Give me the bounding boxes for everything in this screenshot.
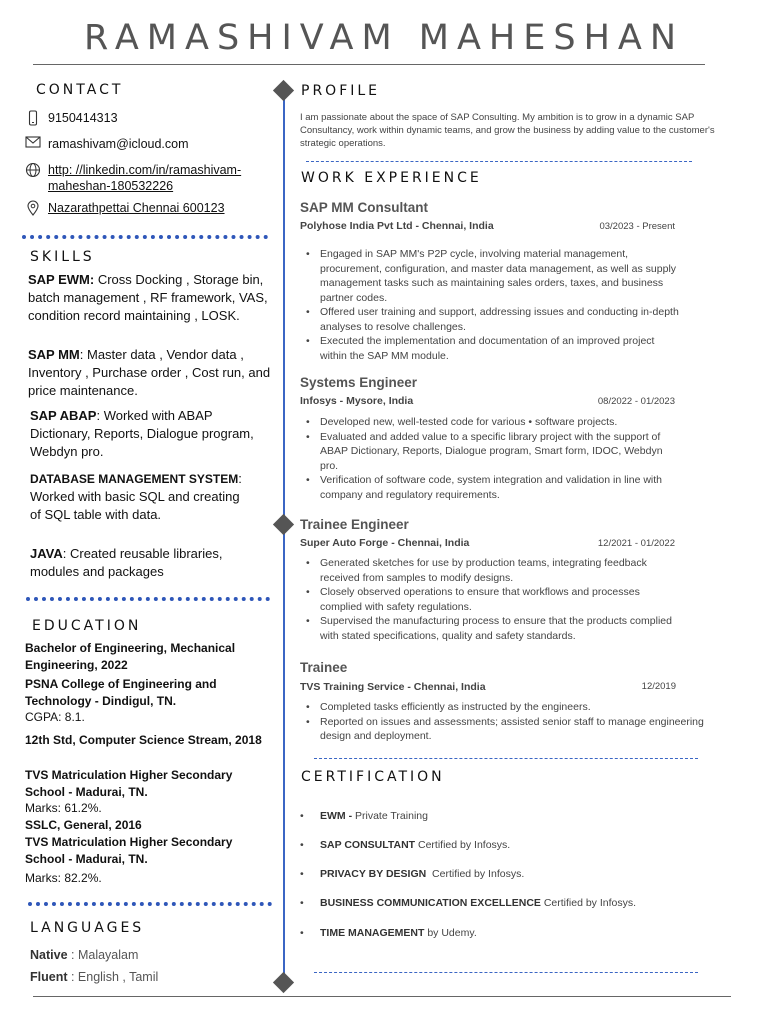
- language-value: : Malayalam: [67, 948, 139, 962]
- job-dates: 08/2022 - 01/2023: [597, 396, 675, 407]
- skill-label: DATABASE MANAGEMENT SYSTEM: [30, 472, 239, 486]
- education-score-2: Marks: 61.2%.: [25, 801, 102, 815]
- education-score-1: CGPA: 8.1.: [25, 710, 85, 724]
- location-pin-icon: [24, 200, 42, 216]
- contact-linkedin: [24, 162, 241, 194]
- linkedin-line-1: http: //linkedin.com/in/ramashivam-: [48, 163, 242, 177]
- timeline-line: [283, 92, 285, 982]
- education-degree-3: [25, 817, 275, 834]
- contact-heading: CONTACT: [36, 82, 124, 98]
- list-item: • Executed the implementation and documentation of an improved project within the SAP MM module.: [304, 334, 684, 363]
- contact-phone: [24, 110, 118, 126]
- skill-sap-mm: [28, 346, 273, 400]
- list-item: • Reported on issues and assessments; assisted senior staff to manage engineering design and deployment.: [304, 715, 704, 744]
- skill-text: : Master data , Vendor data , Inventory , Purchase order , Cost run, and price maintenance.: [28, 347, 271, 398]
- candidate-name: RAMASHIVAM MAHESHAN: [83, 18, 685, 58]
- section-divider: [26, 597, 270, 601]
- linkedin-link[interactable]: [48, 162, 241, 194]
- skill-label: JAVA: [30, 546, 63, 561]
- skill-label: SAP EWM:: [28, 272, 95, 287]
- section-divider: [306, 161, 692, 162]
- job-title: SAP MM Consultant: [300, 200, 428, 215]
- job-company: Polyhose India Pvt Ltd - Chennai, India: [300, 220, 494, 232]
- skill-text: : Worked with ABAP Dictionary, Reports, Dialogue program, Webdyn pro.: [30, 408, 254, 459]
- school-text: TVS Matriculation Higher Secondary School - Madurai, TN.: [25, 835, 233, 866]
- job-bullets: [304, 415, 676, 502]
- skill-java: [30, 545, 275, 581]
- address-text: Nazarathpettai Chennai 600123: [48, 201, 225, 215]
- section-divider: [22, 235, 268, 239]
- list-item: • Verification of software code, system integration and validation in line with company and regulatory requirements.: [304, 473, 676, 502]
- language-label: Fluent: [30, 970, 68, 984]
- job-title: Systems Engineer: [300, 375, 418, 390]
- job-dates: 03/2023 - Present: [599, 221, 675, 232]
- skill-label: SAP ABAP: [30, 408, 97, 423]
- contact-email: [24, 136, 189, 152]
- left-column: [0, 0, 283, 1024]
- certification-item: [306, 897, 636, 909]
- degree-text: 12th Std, Computer Science Stream, 2018: [25, 733, 262, 747]
- certification-heading: CERTIFICATION: [301, 769, 445, 785]
- certification-label: PRIVACY BY DESIGN: [320, 868, 427, 880]
- languages-heading: LANGUAGES: [30, 920, 145, 936]
- phone-icon: [24, 110, 42, 126]
- certification-text: Certified by Infosys.: [415, 839, 511, 851]
- mail-icon: [24, 136, 42, 152]
- skill-sap-ewm: [28, 271, 273, 325]
- language-native: [30, 948, 138, 962]
- skill-text: : Worked with basic SQL and creating of SQL table with data.: [30, 471, 242, 522]
- certification-text: Private Training: [355, 810, 428, 822]
- education-school-2: [25, 767, 275, 800]
- skill-label: SAP MM: [28, 347, 80, 362]
- education-school-1: [25, 676, 275, 709]
- certification-text: by Udemy.: [424, 927, 477, 939]
- job-company: TVS Training Service - Chennai, India: [300, 681, 486, 693]
- language-value: : English , Tamil: [67, 970, 159, 984]
- list-item: • Closely observed operations to ensure that workflows and processes complied with safety regulations.: [304, 585, 680, 614]
- right-column: [300, 0, 740, 1024]
- education-heading: EDUCATION: [32, 618, 142, 634]
- section-divider: [28, 902, 272, 906]
- list-item: • Supervised the manufacturing process to ensure that the products complied with stated specifications, quality and safety standards.: [304, 614, 680, 643]
- certification-item: [306, 839, 510, 851]
- linkedin-line-2: maheshan-180532226: [48, 179, 174, 193]
- certification-item: [306, 810, 428, 822]
- job-title: Trainee Engineer: [300, 517, 409, 532]
- certification-text: Certified by Infosys.: [426, 868, 525, 880]
- profile-heading: PROFILE: [301, 83, 381, 99]
- section-divider: [314, 972, 698, 973]
- job-bullets: [304, 247, 684, 363]
- list-item: • Generated sketches for use by production teams, integrating feedback received from samples to modify designs.: [304, 556, 680, 585]
- degree-text: SSLC, General, 2016: [25, 818, 142, 832]
- skills-heading: SKILLS: [30, 249, 95, 265]
- education-degree-1: [25, 640, 275, 673]
- job-company: Super Auto Forge - Chennai, India: [300, 537, 470, 549]
- contact-address: [24, 200, 225, 216]
- education-score-3: Marks: 82.2%.: [25, 871, 102, 885]
- list-item: • Developed new, well-tested code for various • software projects.: [304, 415, 676, 430]
- certification-label: EWM -: [320, 810, 355, 822]
- profile-text: I am passionate about the space of SAP Consulting. My ambition is to grow in a dynamic SAP Consultancy, work within dynamic teams, and grow the business by adding value to the customer's strategic operations.: [300, 112, 715, 149]
- job-bullets: [304, 700, 704, 744]
- certification-text: Certified by Infosys.: [540, 897, 637, 909]
- work-heading: WORK EXPERIENCE: [301, 170, 482, 186]
- skill-dbms: [30, 470, 250, 524]
- phone-number: 9150414313: [48, 111, 118, 125]
- education-degree-2: [25, 732, 275, 749]
- education-school-3: [25, 834, 275, 867]
- language-fluent: [30, 970, 158, 984]
- email-link[interactable]: ramashivam@icloud.com: [48, 137, 189, 151]
- list-item: • Offered user training and support, addressing issues and conducting in-depth analyses to resolve challenges.: [304, 305, 684, 334]
- school-text: PSNA College of Engineering and Technology - Dindigul, TN.: [25, 677, 217, 708]
- skill-text: Cross Docking , Storage bin, batch management , RF framework, VAS, condition record maintaining , LOSK.: [28, 272, 268, 323]
- certification-item: [306, 927, 477, 939]
- skill-text: : Created reusable libraries, modules and packages: [30, 546, 223, 579]
- job-dates: 12/2021 - 01/2022: [597, 538, 675, 549]
- job-dates: 12/2019: [641, 681, 676, 692]
- school-text: TVS Matriculation Higher Secondary School - Madurai, TN.: [25, 768, 233, 799]
- job-title: Trainee: [300, 660, 348, 675]
- globe-icon: [24, 162, 42, 178]
- certification-item: [306, 868, 524, 880]
- list-item: • Evaluated and added value to a specific library project with the support of ABAP Dictionary, Reports, Dialogue program, Smart form, IDOC, Webdyn pro.: [304, 430, 676, 474]
- job-bullets: [304, 556, 680, 643]
- job-company: Infosys - Mysore, India: [300, 395, 414, 407]
- list-item: • Completed tasks efficiently as instructed by the engineers.: [304, 700, 704, 715]
- language-label: Native: [30, 948, 68, 962]
- footer-rule: [33, 996, 731, 997]
- section-divider: [314, 758, 698, 759]
- list-item: • Engaged in SAP MM's P2P cycle, involving material management, procurement, configuration, and master data management, as well as supply management tasks such as maintaining sales orders, taxes, and business partner codes.: [304, 247, 684, 305]
- degree-text: Bachelor of Engineering, Mechanical Engineering, 2022: [25, 641, 236, 672]
- certification-label: SAP CONSULTANT: [320, 839, 416, 851]
- skill-sap-abap: [30, 407, 275, 461]
- certification-label: BUSINESS COMMUNICATION EXCELLENCE: [320, 897, 541, 909]
- certification-label: TIME MANAGEMENT: [320, 927, 425, 939]
